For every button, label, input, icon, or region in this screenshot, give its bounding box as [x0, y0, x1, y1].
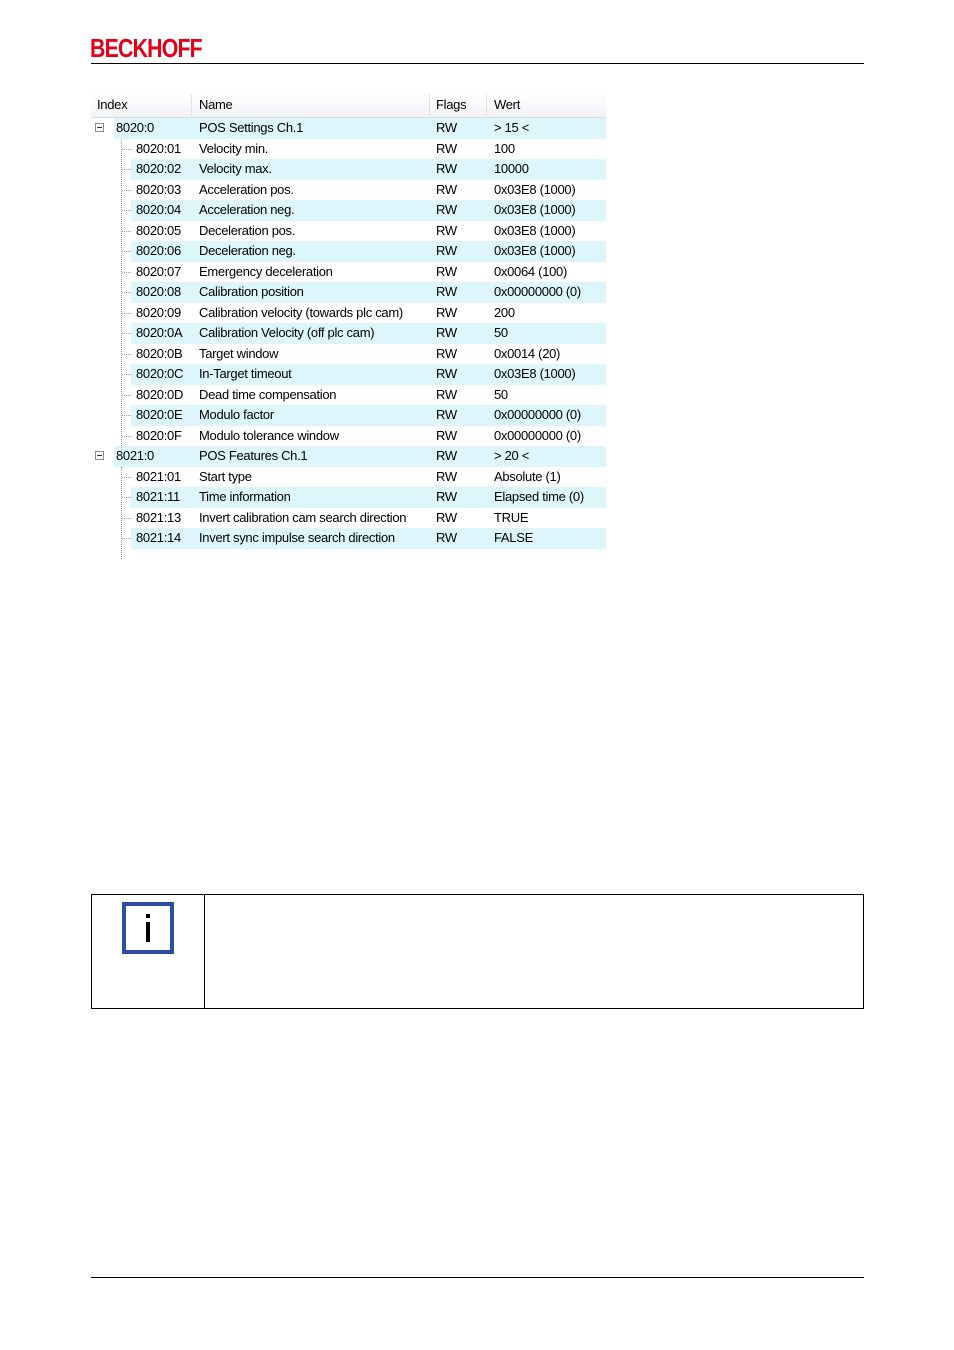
tree-connector-vertical	[121, 467, 122, 559]
tree-row-value: 100	[494, 140, 515, 156]
tree-group-row[interactable]	[91, 118, 606, 139]
tree-row-name: POS Settings Ch.1	[199, 120, 304, 135]
tree-row-flags: RW	[436, 407, 457, 422]
tree-row[interactable]	[91, 221, 606, 242]
tree-connector	[122, 538, 131, 539]
tree-row-name: Deceleration neg.	[199, 243, 296, 258]
object-tree	[91, 93, 606, 549]
tree-row-value: 0x03E8 (1000)	[494, 202, 576, 217]
tree-row-flags: RW	[436, 243, 457, 258]
footer-rule	[91, 1277, 864, 1278]
tree-row[interactable]	[91, 508, 606, 529]
column-separator[interactable]	[486, 94, 487, 116]
tree-row-index: 8020:02	[136, 161, 181, 176]
tree-row[interactable]	[91, 344, 606, 365]
tree-row[interactable]	[91, 200, 606, 221]
tree-row-flags: RW	[436, 345, 457, 361]
note-divider	[204, 895, 205, 1008]
column-header-value[interactable]: Wert	[494, 97, 521, 112]
tree-row-flags: RW	[436, 468, 457, 484]
tree-connector	[122, 395, 131, 396]
row-background	[114, 118, 606, 139]
column-separator[interactable]	[191, 94, 192, 116]
tree-row-index: 8020:01	[136, 140, 181, 156]
tree-row-index: 8020:0E	[136, 407, 183, 422]
tree-row-index: 8020:0	[116, 120, 154, 135]
tree-connector	[122, 251, 131, 252]
tree-row-name: Start type	[199, 468, 252, 484]
tree-row-index: 8020:0B	[136, 345, 183, 361]
tree-connector	[122, 477, 131, 478]
tree-row-flags: RW	[436, 427, 457, 443]
tree-row-value: Elapsed time (0)	[494, 489, 584, 504]
tree-row-name: Deceleration pos.	[199, 222, 296, 238]
tree-row-value: 0x0064 (100)	[494, 263, 568, 279]
tree-row-value: 10000	[494, 161, 529, 176]
tree-row-index: 8021:0	[116, 448, 154, 463]
tree-row-index: 8020:04	[136, 202, 181, 217]
row-background	[114, 446, 606, 467]
tree-row-index: 8020:07	[136, 263, 181, 279]
tree-row-name: Modulo factor	[199, 407, 274, 422]
tree-row-flags: RW	[436, 386, 457, 402]
tree-row-flags: RW	[436, 284, 457, 299]
tree-connector	[122, 210, 131, 211]
tree-row[interactable]	[91, 364, 606, 385]
tree-row-flags: RW	[436, 140, 457, 156]
tree-row-value: 0x00000000 (0)	[494, 407, 581, 422]
tree-row-flags: RW	[436, 509, 457, 525]
tree-row-name: Invert sync impulse search direction	[199, 530, 395, 545]
tree-connector	[122, 518, 131, 519]
tree-row-value: 200	[494, 304, 515, 320]
column-header-index[interactable]: Index	[97, 97, 128, 112]
tree-row[interactable]	[91, 426, 606, 447]
info-icon-dot	[146, 914, 150, 918]
tree-row[interactable]	[91, 241, 606, 262]
header-rule	[91, 63, 864, 64]
tree-group-row[interactable]	[91, 446, 606, 467]
tree-row-flags: RW	[436, 489, 457, 504]
tree-row-flags: RW	[436, 366, 457, 381]
tree-connector	[122, 374, 131, 375]
info-note-box	[91, 894, 864, 1009]
tree-row-value: > 15 <	[494, 120, 530, 135]
tree-connector	[122, 436, 131, 437]
tree-row-value: 0x03E8 (1000)	[494, 243, 576, 258]
tree-row[interactable]	[91, 262, 606, 283]
tree-row-index: 8020:05	[136, 222, 181, 238]
tree-row-name: Calibration velocity (towards plc cam)	[199, 304, 403, 320]
tree-row-flags: RW	[436, 222, 457, 238]
tree-row[interactable]	[91, 282, 606, 303]
tree-row[interactable]	[91, 159, 606, 180]
tree-connector	[122, 169, 131, 170]
tree-row-index: 8020:06	[136, 243, 181, 258]
tree-row-flags: RW	[436, 161, 457, 176]
column-header-flags[interactable]: Flags	[436, 97, 467, 112]
tree-row-name: Dead time compensation	[199, 386, 337, 402]
info-icon	[122, 902, 174, 954]
tree-row-value: 0x03E8 (1000)	[494, 181, 576, 197]
tree-row[interactable]	[91, 528, 606, 549]
tree-row-flags: RW	[436, 202, 457, 217]
tree-connector	[122, 149, 131, 150]
tree-connector	[122, 333, 131, 334]
tree-row-index: 8020:0F	[136, 427, 182, 443]
tree-row-value: TRUE	[494, 509, 529, 525]
tree-row-index: 8020:08	[136, 284, 181, 299]
tree-row[interactable]	[91, 323, 606, 344]
tree-row-name: POS Features Ch.1	[199, 448, 308, 463]
tree-connector	[122, 292, 131, 293]
tree-row-value: 0x00000000 (0)	[494, 284, 581, 299]
tree-row-name: Velocity max.	[199, 161, 272, 176]
tree-connector	[122, 354, 131, 355]
tree-connector-vertical	[121, 139, 122, 457]
tree-row-index: 8021:14	[136, 530, 181, 545]
tree-row-name: Emergency deceleration	[199, 263, 333, 279]
tree-connector	[122, 190, 131, 191]
tree-row-name: Acceleration neg.	[199, 202, 295, 217]
tree-row-name: Calibration position	[199, 284, 304, 299]
collapse-icon[interactable]	[95, 123, 104, 132]
column-header-name[interactable]: Name	[199, 97, 233, 112]
tree-row-flags: RW	[436, 181, 457, 197]
tree-row-value: 50	[494, 386, 508, 402]
tree-row-value: 0x0014 (20)	[494, 345, 561, 361]
tree-row-name: Time information	[199, 489, 291, 504]
tree-row-name: Acceleration pos.	[199, 181, 294, 197]
tree-row-name: Velocity min.	[199, 140, 269, 156]
tree-row[interactable]	[91, 180, 606, 201]
tree-row-value: 0x00000000 (0)	[494, 427, 581, 443]
tree-connector	[122, 272, 131, 273]
beckhoff-logo: BECKHOFF	[90, 33, 202, 63]
tree-row-value: 0x03E8 (1000)	[494, 366, 576, 381]
tree-row-name: Calibration Velocity (off plc cam)	[199, 325, 375, 340]
tree-row-value: 0x03E8 (1000)	[494, 222, 576, 238]
tree-connector	[122, 497, 131, 498]
tree-row-value: Absolute (1)	[494, 468, 561, 484]
tree-row-flags: RW	[436, 263, 457, 279]
tree-row-index: 8021:01	[136, 468, 181, 484]
tree-connector	[122, 231, 131, 232]
tree-row-value: 50	[494, 325, 508, 340]
tree-row[interactable]	[91, 405, 606, 426]
tree-row-index: 8020:0D	[136, 386, 184, 402]
tree-row-index: 8020:0C	[136, 366, 184, 381]
tree-row-flags: RW	[436, 448, 457, 463]
tree-connector	[122, 415, 131, 416]
tree-row-name: In-Target timeout	[199, 366, 292, 381]
collapse-icon[interactable]	[95, 451, 104, 460]
tree-row-flags: RW	[436, 530, 457, 545]
tree-row[interactable]	[91, 487, 606, 508]
tree-connector	[122, 313, 131, 314]
tree-row-value: FALSE	[494, 530, 533, 545]
tree-row-index: 8020:03	[136, 181, 181, 197]
tree-row-index: 8021:11	[136, 489, 180, 504]
tree-row[interactable]	[91, 467, 606, 488]
tree-row[interactable]	[91, 139, 606, 160]
tree-row-name: Modulo tolerance window	[199, 427, 339, 443]
tree-row-index: 8021:13	[136, 509, 181, 525]
tree-row-flags: RW	[436, 304, 457, 320]
tree-header	[91, 93, 606, 118]
tree-row-index: 8020:09	[136, 304, 181, 320]
tree-row-value: > 20 <	[494, 448, 530, 463]
tree-body	[91, 118, 606, 549]
tree-row-name: Invert calibration cam search direction	[199, 509, 407, 525]
tree-row-name: Target window	[199, 345, 279, 361]
tree-row-flags: RW	[436, 120, 457, 135]
tree-row[interactable]	[91, 385, 606, 406]
tree-row[interactable]	[91, 303, 606, 324]
tree-row-index: 8020:0A	[136, 325, 183, 340]
tree-row-flags: RW	[436, 325, 457, 340]
info-icon-stem	[146, 922, 150, 942]
